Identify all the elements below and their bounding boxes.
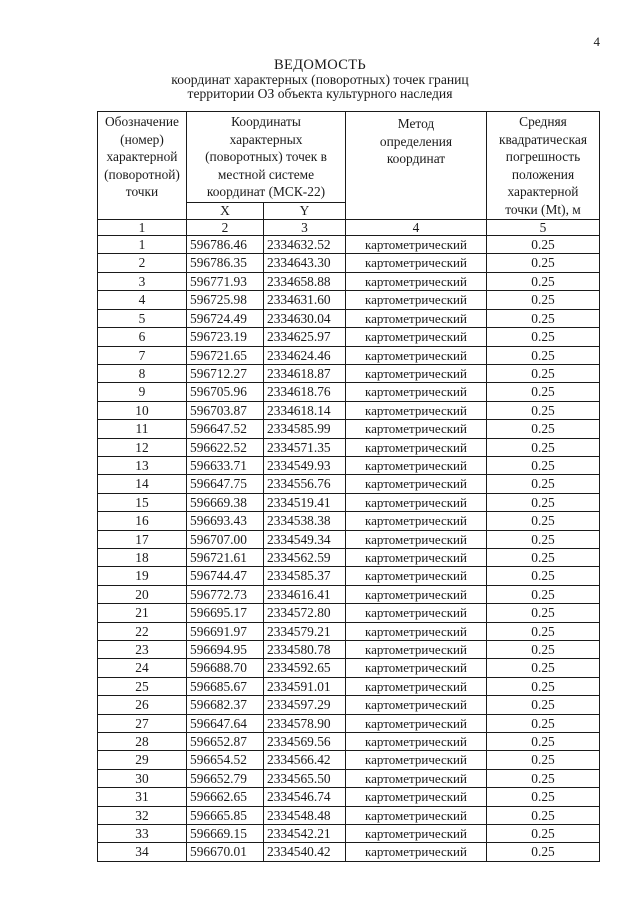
x-coordinate-cell: 596669.15 [187,825,264,843]
header-text: Обозначение [105,114,179,129]
method-cell: картометрический [346,272,487,290]
x-coordinate-cell: 596652.87 [187,733,264,751]
method-cell: картометрический [346,346,487,364]
method-cell: картометрический [346,843,487,861]
table-row [98,346,600,364]
table-row [98,567,600,585]
table-row [98,788,600,806]
x-coordinate-cell: 596725.98 [187,291,264,309]
method-cell: картометрический [346,696,487,714]
table-row [98,604,600,622]
point-number-cell: 20 [98,585,187,603]
column-number-row [98,219,600,236]
y-coordinate-cell: 2334632.52 [264,236,346,254]
point-number-cell: 11 [98,420,187,438]
point-number-cell: 16 [98,512,187,530]
error-cell: 0.25 [487,659,600,677]
table-row [98,512,600,530]
error-cell: 0.25 [487,843,600,861]
y-coordinate-cell: 2334618.76 [264,383,346,401]
y-coordinate-cell: 2334519.41 [264,493,346,511]
header-text: (поворотных) точек в [205,149,327,165]
table-row [98,806,600,824]
point-number-cell: 33 [98,825,187,843]
method-cell: картометрический [346,567,487,585]
error-cell: 0.25 [487,751,600,769]
x-coordinate-cell: 596771.93 [187,272,264,290]
y-coordinate-cell: 2334618.87 [264,364,346,382]
point-number-cell: 3 [98,272,187,290]
header-text: (номер) [120,131,164,147]
table-row [98,641,600,659]
header-text: точки (Mt), м [505,201,581,217]
point-number-cell: 9 [98,383,187,401]
point-number-cell: 25 [98,677,187,695]
y-coordinate-cell: 2334540.42 [264,843,346,861]
y-coordinate-cell: 2334643.30 [264,254,346,272]
method-cell: картометрический [346,751,487,769]
error-cell: 0.25 [487,567,600,585]
method-cell: картометрический [346,401,487,419]
header-text: погрешность [505,149,581,165]
y-coordinate-cell: 2334569.56 [264,733,346,751]
table-row [98,291,600,309]
error-cell: 0.25 [487,364,600,382]
error-cell: 0.25 [487,714,600,732]
y-coordinate-cell: 2334549.93 [264,456,346,474]
header-text: местной системе [217,166,315,182]
point-number-cell: 21 [98,604,187,622]
page-number: 4 [593,34,600,49]
table-row [98,530,600,548]
table-row [98,825,600,843]
method-cell: картометрический [346,364,487,382]
method-cell: картометрический [346,806,487,824]
method-cell: картометрический [346,622,487,640]
method-cell: картометрический [346,438,487,456]
y-coordinate-cell: 2334616.41 [264,585,346,603]
error-cell: 0.25 [487,733,600,751]
header-text: Метод [397,116,435,131]
point-number-cell: 15 [98,493,187,511]
x-coordinate-cell: 596652.79 [187,769,264,787]
error-cell: 0.25 [487,309,600,327]
column-number: 2 [187,219,264,236]
method-cell: картометрический [346,475,487,493]
x-coordinate-cell: 596669.38 [187,493,264,511]
table-row [98,585,600,603]
table-row [98,364,600,382]
point-number-cell: 29 [98,751,187,769]
table-row [98,475,600,493]
method-cell: картометрический [346,236,487,254]
point-number-cell: 8 [98,364,187,382]
x-coordinate-cell: 596707.00 [187,530,264,548]
method-cell: картометрический [346,641,487,659]
error-cell: 0.25 [487,383,600,401]
method-cell: картометрический [346,677,487,695]
error-cell: 0.25 [487,236,600,254]
method-cell: картометрический [346,825,487,843]
x-coordinate-cell: 596670.01 [187,843,264,861]
header-text: характерной [507,184,579,200]
column-number: 5 [487,219,600,236]
point-number-cell: 14 [98,475,187,493]
point-number-cell: 2 [98,254,187,272]
x-coordinate-cell: 596647.52 [187,420,264,438]
point-number-cell: 23 [98,641,187,659]
document-title [0,58,640,101]
error-cell: 0.25 [487,696,600,714]
y-coordinate-cell: 2334631.60 [264,291,346,309]
column-number: 1 [98,219,187,236]
method-cell: картометрический [346,456,487,474]
x-coordinate-cell: 596694.95 [187,641,264,659]
point-number-cell: 4 [98,291,187,309]
table-row [98,236,600,254]
title-line-2: координат характерных (поворотных) точек границ [171,72,469,87]
point-number-cell: 31 [98,788,187,806]
header-x: X [187,203,264,219]
header-text: координат [386,151,446,167]
point-number-cell: 22 [98,622,187,640]
error-cell: 0.25 [487,475,600,493]
error-cell: 0.25 [487,548,600,566]
error-cell: 0.25 [487,585,600,603]
x-coordinate-cell: 596721.65 [187,346,264,364]
error-cell: 0.25 [487,677,600,695]
y-coordinate-cell: 2334658.88 [264,272,346,290]
header-text: координат (МСК-22) [206,184,326,200]
point-number-cell: 26 [98,696,187,714]
method-cell: картометрический [346,328,487,346]
point-number-cell: 28 [98,733,187,751]
y-coordinate-cell: 2334548.48 [264,806,346,824]
point-number-cell: 32 [98,806,187,824]
y-coordinate-cell: 2334630.04 [264,309,346,327]
header-text: квадратическая [498,131,588,147]
method-cell: картометрический [346,530,487,548]
error-cell: 0.25 [487,346,600,364]
method-cell: картометрический [346,788,487,806]
error-cell: 0.25 [487,512,600,530]
x-coordinate-cell: 596662.65 [187,788,264,806]
y-coordinate-cell: 2334542.21 [264,825,346,843]
method-cell: картометрический [346,420,487,438]
header-text: характерной [106,149,178,165]
x-coordinate-cell: 596682.37 [187,696,264,714]
header-error [487,112,600,220]
table-row [98,548,600,566]
error-cell: 0.25 [487,291,600,309]
y-coordinate-cell: 2334618.14 [264,401,346,419]
y-coordinate-cell: 2334562.59 [264,548,346,566]
point-number-cell: 18 [98,548,187,566]
error-cell: 0.25 [487,530,600,548]
point-number-cell: 17 [98,530,187,548]
table-row [98,254,600,272]
x-coordinate-cell: 596695.17 [187,604,264,622]
table-row [98,438,600,456]
point-number-cell: 10 [98,401,187,419]
header-method [346,112,487,220]
error-cell: 0.25 [487,788,600,806]
y-coordinate-cell: 2334585.99 [264,420,346,438]
table-row [98,493,600,511]
point-number-cell: 12 [98,438,187,456]
point-number-cell: 24 [98,659,187,677]
header-coordinates [187,112,346,203]
y-coordinate-cell: 2334591.01 [264,677,346,695]
y-coordinate-cell: 2334580.78 [264,641,346,659]
point-number-cell: 5 [98,309,187,327]
x-coordinate-cell: 596647.75 [187,475,264,493]
column-number: 4 [346,219,487,236]
x-coordinate-cell: 596688.70 [187,659,264,677]
y-coordinate-cell: 2334571.35 [264,438,346,456]
error-cell: 0.25 [487,641,600,659]
error-cell: 0.25 [487,493,600,511]
error-cell: 0.25 [487,401,600,419]
method-cell: картометрический [346,548,487,566]
error-cell: 0.25 [487,438,600,456]
table-row [98,751,600,769]
point-number-cell: 34 [98,843,187,861]
header-text: (поворотной) [104,166,180,182]
method-cell: картометрический [346,512,487,530]
point-number-cell: 19 [98,567,187,585]
error-cell: 0.25 [487,272,600,290]
method-cell: картометрический [346,383,487,401]
table-row [98,696,600,714]
method-cell: картометрический [346,309,487,327]
table-row [98,843,600,861]
table-row [98,733,600,751]
table-row [98,401,600,419]
x-coordinate-cell: 596691.97 [187,622,264,640]
header-y: Y [264,203,346,219]
y-coordinate-cell: 2334585.37 [264,567,346,585]
table-row [98,714,600,732]
y-coordinate-cell: 2334592.65 [264,659,346,677]
method-cell: картометрический [346,254,487,272]
error-cell: 0.25 [487,254,600,272]
method-cell: картометрический [346,733,487,751]
x-coordinate-cell: 596693.43 [187,512,264,530]
x-coordinate-cell: 596721.61 [187,548,264,566]
point-number-cell: 7 [98,346,187,364]
error-cell: 0.25 [487,769,600,787]
x-coordinate-cell: 596772.73 [187,585,264,603]
title-line-3: территории ОЗ объекта культурного наследия [187,86,453,101]
header-point-number [98,112,187,220]
error-cell: 0.25 [487,604,600,622]
table-row [98,328,600,346]
title-line-1: ВЕДОМОСТЬ [274,57,366,73]
error-cell: 0.25 [487,420,600,438]
table-row [98,677,600,695]
x-coordinate-cell: 596703.87 [187,401,264,419]
x-coordinate-cell: 596786.35 [187,254,264,272]
y-coordinate-cell: 2334566.42 [264,751,346,769]
x-coordinate-cell: 596665.85 [187,806,264,824]
x-coordinate-cell: 596633.71 [187,456,264,474]
header-text: определения [379,133,453,149]
method-cell: картометрический [346,714,487,732]
table-row [98,272,600,290]
point-number-cell: 27 [98,714,187,732]
x-coordinate-cell: 596705.96 [187,383,264,401]
header-text: положения [511,166,575,182]
y-coordinate-cell: 2334538.38 [264,512,346,530]
y-coordinate-cell: 2334578.90 [264,714,346,732]
table-row [98,769,600,787]
table-row [98,383,600,401]
method-cell: картометрический [346,291,487,309]
y-coordinate-cell: 2334546.74 [264,788,346,806]
header-text: Координаты [231,114,301,129]
method-cell: картометрический [346,604,487,622]
table-row [98,309,600,327]
x-coordinate-cell: 596723.19 [187,328,264,346]
y-coordinate-cell: 2334597.29 [264,696,346,714]
header-text: характерных [229,131,303,147]
point-number-cell: 6 [98,328,187,346]
y-coordinate-cell: 2334625.97 [264,328,346,346]
table-row [98,420,600,438]
y-coordinate-cell: 2334565.50 [264,769,346,787]
table-row [98,456,600,474]
column-number: 3 [264,219,346,236]
y-coordinate-cell: 2334549.34 [264,530,346,548]
point-number-cell: 13 [98,456,187,474]
y-coordinate-cell: 2334624.46 [264,346,346,364]
x-coordinate-cell: 596712.27 [187,364,264,382]
x-coordinate-cell: 596786.46 [187,236,264,254]
error-cell: 0.25 [487,456,600,474]
coordinates-table [97,111,600,862]
header-text: Средняя [519,114,567,129]
header-text: точки [125,184,159,200]
method-cell: картометрический [346,493,487,511]
error-cell: 0.25 [487,328,600,346]
x-coordinate-cell: 596724.49 [187,309,264,327]
x-coordinate-cell: 596654.52 [187,751,264,769]
error-cell: 0.25 [487,622,600,640]
point-number-cell: 30 [98,769,187,787]
table-row [98,659,600,677]
error-cell: 0.25 [487,806,600,824]
y-coordinate-cell: 2334556.76 [264,475,346,493]
x-coordinate-cell: 596622.52 [187,438,264,456]
x-coordinate-cell: 596744.47 [187,567,264,585]
y-coordinate-cell: 2334579.21 [264,622,346,640]
error-cell: 0.25 [487,825,600,843]
point-number-cell: 1 [98,236,187,254]
method-cell: картометрический [346,585,487,603]
x-coordinate-cell: 596647.64 [187,714,264,732]
method-cell: картометрический [346,659,487,677]
x-coordinate-cell: 596685.67 [187,677,264,695]
y-coordinate-cell: 2334572.80 [264,604,346,622]
table-row [98,622,600,640]
method-cell: картометрический [346,769,487,787]
